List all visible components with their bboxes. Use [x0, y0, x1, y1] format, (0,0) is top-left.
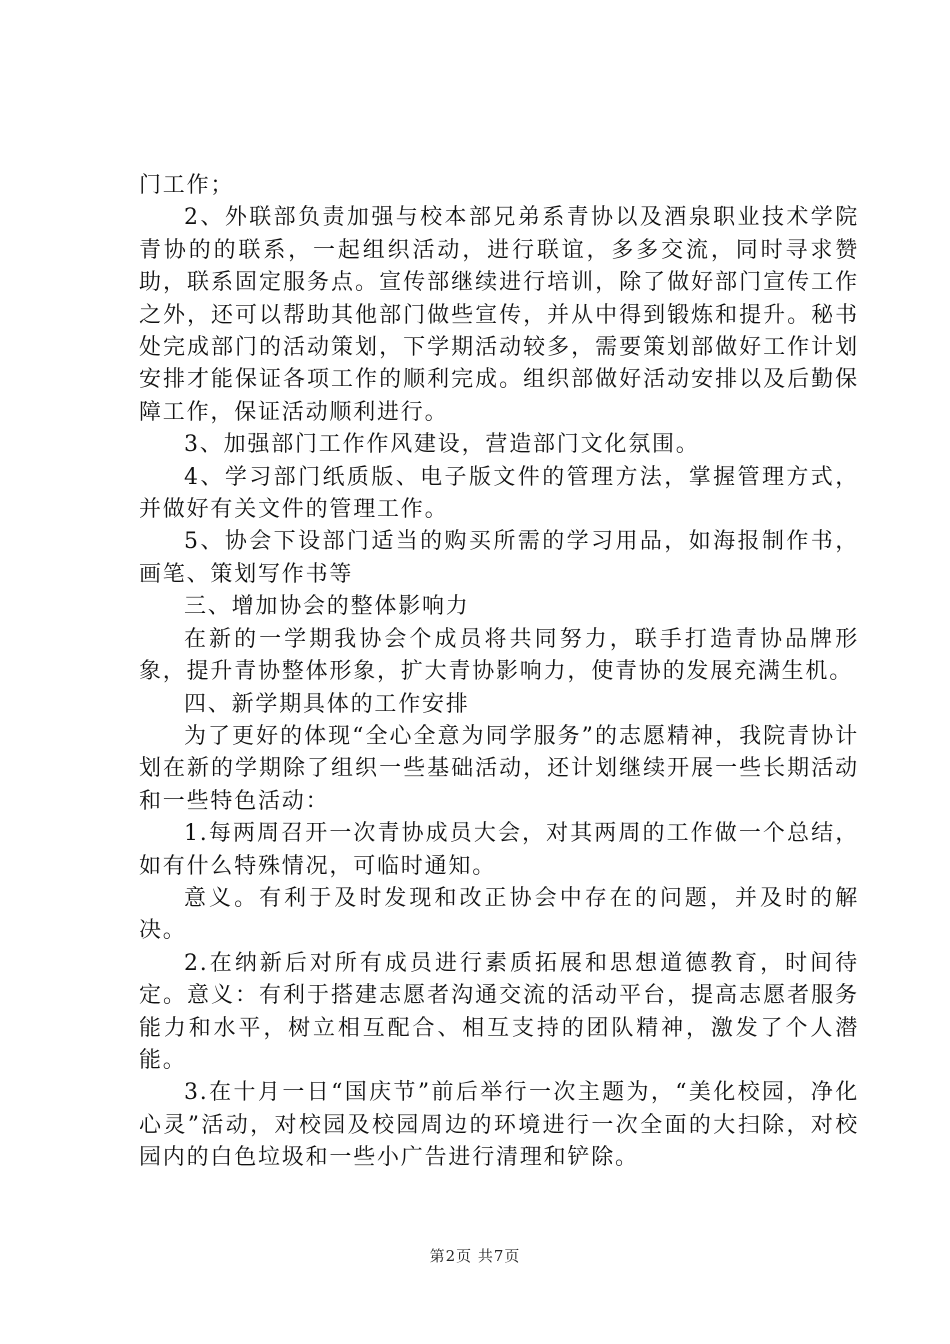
paragraph-1: 门工作；: [139, 173, 235, 198]
section-heading-3: 三、增加协会的整体影响力: [184, 594, 470, 620]
paragraph-3: 3、加强部门工作作风建设，营造部门文化氛围。: [184, 432, 700, 458]
page-footer: [0, 1245, 950, 1266]
paragraph-9: 意义。有利于及时发现和改正协会中存在的问题，并及时的解决。: [139, 885, 859, 944]
paragraph-8: 1.每两周召开一次青协成员大会，对其两周的工作做一个总结，如有什么特殊情况，可临时通知。: [139, 821, 859, 879]
paragraph-7: 为了更好的体现“全心全意为同学服务”的志愿精神，我院青协计划在新的学期除了组织一些基础活动，还计划继续开展一些长期活动和一些特色活动：: [139, 723, 859, 814]
paragraph-2: 2、外联部负责加强与校本部兄弟系青协以及酒泉职业技术学院青协的的联系，一起组织活动，进行联谊，多多交流，同时寻求赞助，联系固定服务点。宣传部继续进行培训，除了做好部门宣传工作之外，还可以帮助其他部门做些宣传，并从中得到锻炼和提升。秘书处完成部门的活动策划，下学期活动较多，需要策划部做好工作计划安排才能保证各项工作的顺利完成。组织部做好活动安排以及后勤保障工作，保证活动顺利进行。: [139, 205, 859, 425]
paragraph-10: 2.在纳新后对所有成员进行素质拓展和思想道德教育，时间待定。意义：有利于搭建志愿者沟通交流的活动平台，提高志愿者服务能力和水平，树立相互配合、相互支持的团队精神，激发了个人潜能。: [139, 950, 859, 1073]
paragraph-6: 在新的一学期我协会个成员将共同努力，联手打造青协品牌形象，提升青协整体形象，扩大青协影响力，使青协的发展充满生机。: [139, 626, 859, 685]
page-number-label: 第2页 共7页: [429, 1247, 521, 1265]
paragraph-11: 3.在十月一日“国庆节”前后举行一次主题为，“美化校园，净化心灵”活动，对校园及校园周边的环境进行一次全面的大扫除，对校园内的白色垃圾和一些小广告进行清理和铲除。: [139, 1080, 859, 1171]
document-body: [139, 170, 859, 1175]
section-heading-4: 四、新学期具体的工作安排: [184, 691, 470, 717]
paragraph-4: 4、学习部门纸质版、电子版文件的管理方法，掌握管理方式，并做好有关文件的管理工作。: [139, 464, 859, 523]
paragraph-5: 5、协会下设部门适当的购买所需的学习用品，如海报制作书，画笔、策划写作书等: [139, 529, 859, 587]
